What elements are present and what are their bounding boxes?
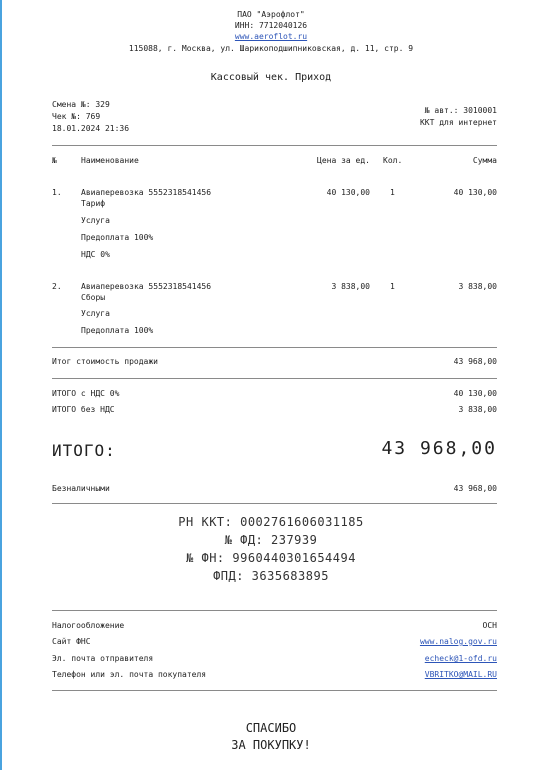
fd-number: № ФД: 237939 [224,533,318,547]
thanks-line-2: ЗА ПОКУПКУ! [231,738,311,752]
divider [52,378,497,379]
item-num: 1. [52,188,62,197]
org-name: ПАО "Аэрофлот" [237,10,305,19]
col-name: Наименование [81,156,139,165]
fns-link[interactable]: www.nalog.gov.ru [419,637,497,646]
item-qty: 1 [390,188,395,197]
shift-number: Смена №: 329 [52,100,110,109]
sender-email-link[interactable]: echeck@1-ofd.ru [424,654,497,663]
col-sum: Сумма [472,156,497,165]
org-address: 115088, г. Москва, ул. Шарикоподшипниковская, д. 11, стр. 9 [128,44,414,53]
check-number: Чек №: 769 [52,112,101,121]
vat0-total-value: 40 130,00 [453,389,497,398]
col-num: № [52,156,57,165]
item-prepay: Предоплата 100% [81,233,154,242]
item-vat: НДС 0% [81,250,110,259]
divider [52,145,497,146]
novat-total-label: ИТОГО без НДС [52,405,115,414]
org-site-link[interactable] [0,32,542,42]
cashless-value: 43 968,00 [453,484,497,493]
novat-total-value: 3 838,00 [458,405,497,414]
fpd-number: ФПД: 3635683895 [213,569,329,583]
receipt-title: Кассовый чек. Приход [210,72,332,83]
item-price: 40 130,00 [326,188,370,197]
item-prepay: Предоплата 100% [81,326,154,335]
divider [52,503,497,504]
sale-total-label: Итог стоимость продажи [52,357,158,366]
divider [52,610,497,611]
divider [52,347,497,348]
item-num: 2. [52,282,62,291]
item-name: Авиаперевозка 5552318541456 [81,282,212,291]
item-name: Авиаперевозка 5552318541456 [81,188,212,197]
org-site-text[interactable]: www.aeroflot.ru [234,32,308,41]
tax-label: Налогообложение [52,621,125,630]
grand-total-value: 43 968,00 [381,438,497,459]
sale-total-value: 43 968,00 [453,357,497,366]
col-price: Цена за ед. [317,156,370,165]
rn-kkt: РН ККТ: 0002761606031185 [178,515,364,529]
item-qty: 1 [390,282,395,291]
item-type: Услуга [81,309,110,318]
item-price: 3 838,00 [331,282,370,291]
sender-email-label: Эл. почта отправителя [52,654,154,663]
tax-value: ОСН [482,621,497,630]
fns-label: Сайт ФНС [52,637,91,646]
left-edge-border [0,0,2,770]
org-inn: ИНН: 7712040126 [234,21,308,30]
receipt-datetime: 18.01.2024 21:36 [52,124,130,133]
item-sum: 40 130,00 [453,188,497,197]
buyer-contact-link[interactable]: VBRITKO@MAIL.RU [424,670,497,679]
vat0-total-label: ИТОГО с НДС 0% [52,389,120,398]
grand-total-label: ИТОГО: [52,441,116,460]
item-type: Услуга [81,216,110,225]
col-qty: Кол. [383,156,403,165]
fn-number: № ФН: 9960440301654494 [186,551,356,565]
buyer-contact-label: Телефон или эл. почта покупателя [52,670,207,679]
thanks-line-1: СПАСИБО [245,721,297,735]
item-sum: 3 838,00 [458,282,497,291]
item-subname: Сборы [81,293,106,302]
item-subname: Тариф [81,199,106,208]
kkt-type: ККТ для интернет [419,118,497,127]
cashless-label: Безналичными [52,484,110,493]
divider [52,690,497,691]
auto-number: № авт.: 3010001 [424,106,497,115]
